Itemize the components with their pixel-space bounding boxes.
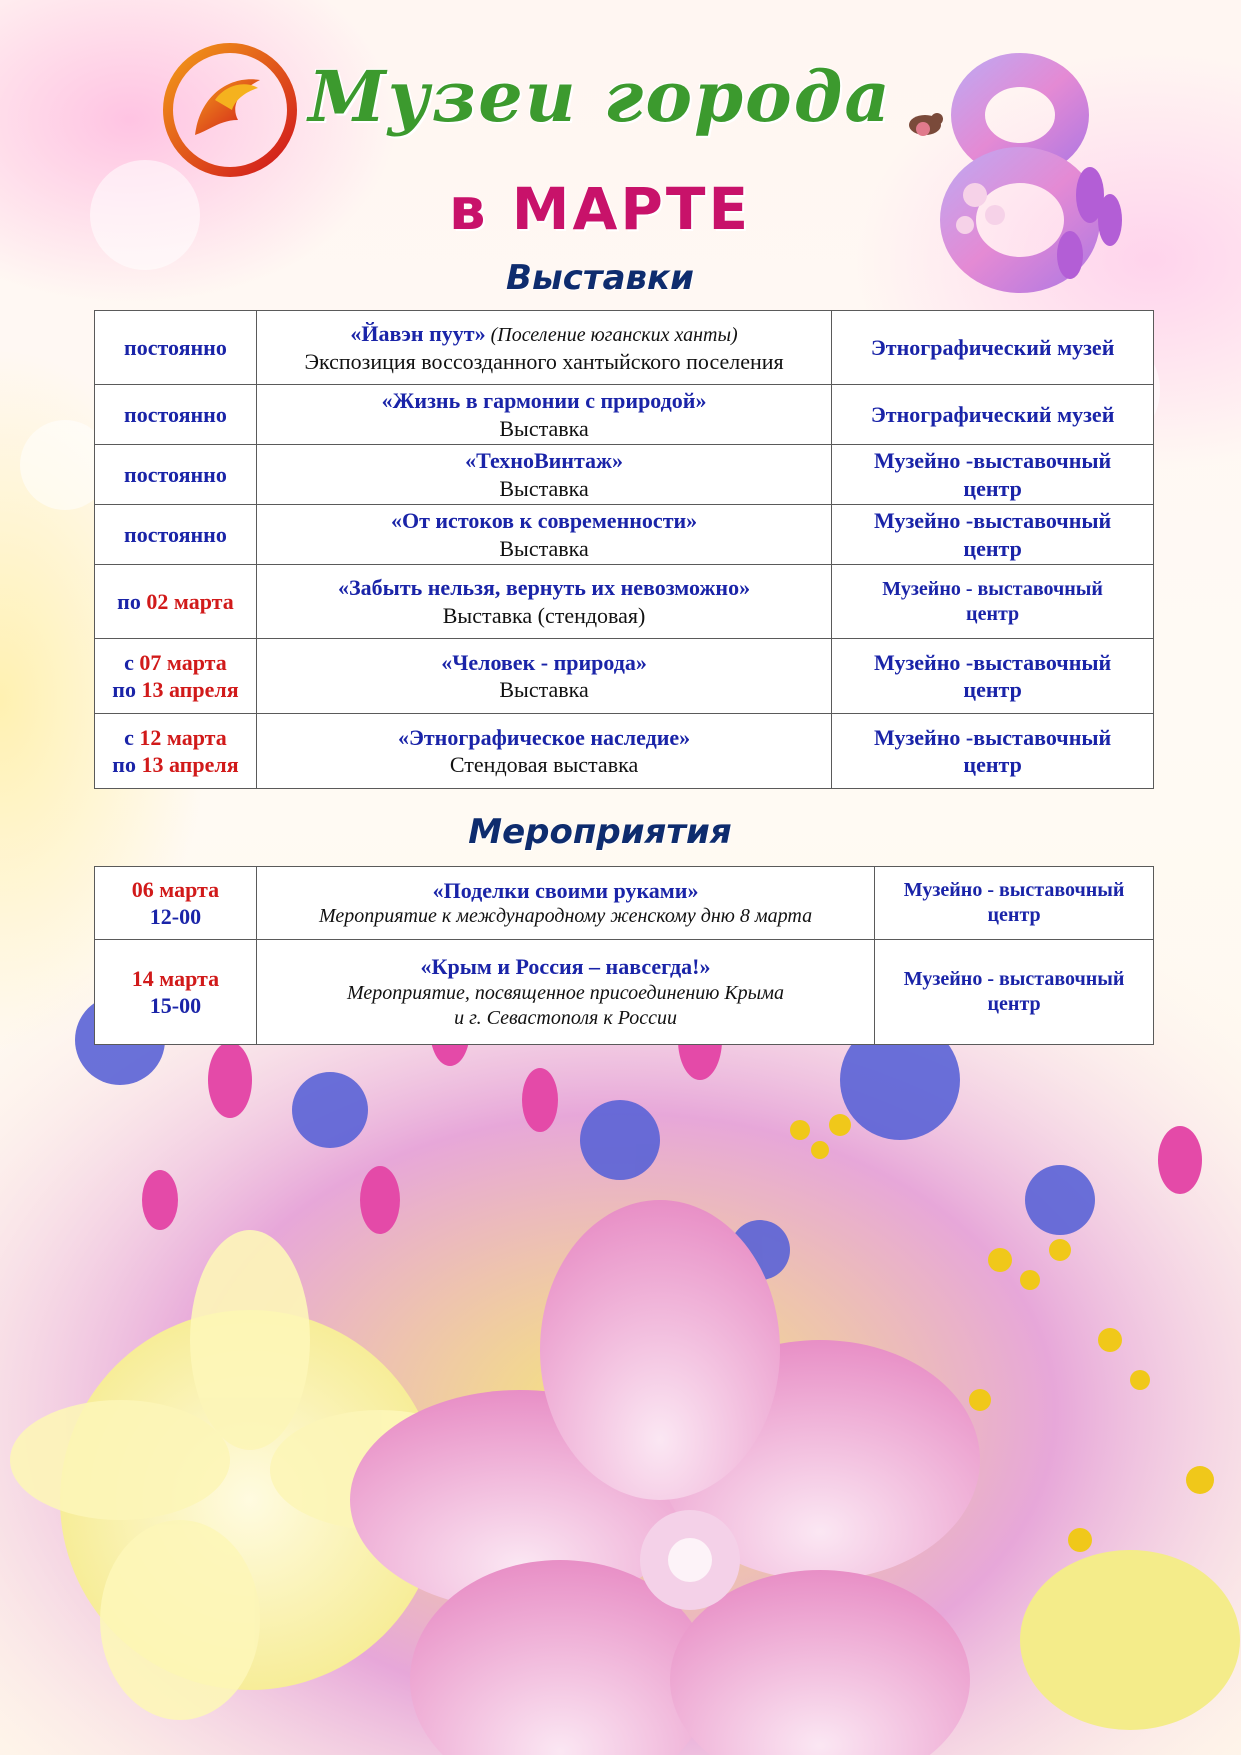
event-description: Мероприятие к международному женскому дню 8 марта <box>318 905 813 928</box>
place-cell <box>832 714 1154 789</box>
place-cell: Этнографический музей <box>832 311 1154 385</box>
place-cell <box>832 565 1154 639</box>
place-line: центр <box>963 475 1022 501</box>
date-cell: постоянно <box>95 385 257 445</box>
event-subtitle: Выставка <box>499 677 589 702</box>
place-line: Музейно -выставочный <box>873 508 1112 533</box>
date-cell: постоянно <box>95 311 257 385</box>
event-title: «ТехноВинтаж» <box>465 448 623 473</box>
title-cell <box>256 311 831 385</box>
event-date: 14 марта <box>131 965 220 991</box>
table-row <box>95 867 1154 940</box>
event-title: «Человек - природа» <box>441 649 647 675</box>
place-cell <box>832 445 1154 505</box>
place-cell <box>875 867 1154 940</box>
event-subtitle: Выставка (стендовая) <box>442 602 646 628</box>
title-cell <box>256 385 831 445</box>
place-line: центр <box>963 677 1022 702</box>
title-cell <box>256 714 831 789</box>
title-cell <box>256 639 831 714</box>
place-line: Музейно - выставочный <box>903 968 1125 990</box>
event-title: «От истоков к современности» <box>390 508 698 533</box>
table-row <box>95 940 1154 1045</box>
title-cell <box>256 867 874 940</box>
place-line: Музейно -выставочный <box>873 724 1112 750</box>
table-row <box>95 565 1154 639</box>
table-row <box>95 311 1154 385</box>
title-cell <box>256 940 874 1045</box>
date-cell <box>95 565 257 639</box>
place-cell <box>832 505 1154 565</box>
events-table <box>94 866 1154 1045</box>
date-value: 13 апреля <box>141 752 239 777</box>
place-cell <box>832 639 1154 714</box>
place-cell: Этнографический музей <box>832 385 1154 445</box>
event-subtitle: Выставка <box>499 475 589 501</box>
place-line: центр <box>963 752 1022 777</box>
date-cell: постоянно <box>95 505 257 565</box>
event-title: «Йавэн пуут» <box>350 320 486 346</box>
event-subtitle: Выставка <box>499 535 589 561</box>
place-line: центр <box>987 904 1041 926</box>
title-cell <box>256 505 831 565</box>
exhibitions-heading: Выставки <box>506 258 694 298</box>
place-line: центр <box>966 602 1020 625</box>
date-cell <box>95 714 257 789</box>
date-prefix: с <box>124 724 140 750</box>
event-description: и г. Севастополя к России <box>454 1006 677 1029</box>
date-value: 02 марта <box>146 588 234 614</box>
march-8-emblem-icon <box>895 45 1140 300</box>
date-cell <box>95 639 257 714</box>
date-cell <box>95 940 257 1045</box>
place-line: Музейно -выставочный <box>873 649 1112 675</box>
place-line: центр <box>963 535 1022 561</box>
event-title: «Жизнь в гармонии с природой» <box>381 388 707 413</box>
events-heading: Мероприятия <box>468 812 732 852</box>
table-row <box>95 445 1154 505</box>
table-row <box>95 714 1154 789</box>
event-subtitle: Экспозиция воссозданного хантыйского поселения <box>304 348 784 374</box>
event-subtitle: Стендовая выставка <box>449 752 639 777</box>
event-title: «Крым и Россия – навсегда!» <box>420 954 711 980</box>
date-value: 12 марта <box>139 724 227 750</box>
place-line: Музейно -выставочный <box>873 448 1112 473</box>
place-line: Музейно - выставочный <box>882 577 1103 600</box>
title-cell <box>256 565 831 639</box>
event-subtitle: Выставка <box>499 415 589 441</box>
table-row <box>95 505 1154 565</box>
table-row <box>95 385 1154 445</box>
place-line: Музейно - выставочный <box>903 879 1125 901</box>
event-time: 12-00 <box>149 904 202 929</box>
date-prefix: по <box>117 588 147 614</box>
event-title-note: (Поселение юганских ханты) <box>485 323 738 346</box>
page-title: Музеи города <box>308 55 892 138</box>
date-value: 13 апреля <box>141 677 239 702</box>
date-value: 07 марта <box>139 649 227 675</box>
title-cell <box>256 445 831 505</box>
event-title: «Забыть нельзя, вернуть их невозможно» <box>338 575 751 600</box>
event-title: «Этнографическое наследие» <box>397 724 691 750</box>
date-prefix: с <box>124 649 140 675</box>
exhibitions-table <box>94 310 1154 789</box>
date-prefix: по <box>112 677 142 702</box>
date-prefix: по <box>112 752 142 777</box>
table-row <box>95 639 1154 714</box>
event-time: 15-00 <box>149 993 202 1018</box>
event-date: 06 марта <box>131 876 220 902</box>
place-cell <box>875 940 1154 1045</box>
place-line: центр <box>987 993 1041 1015</box>
phoenix-logo-icon <box>160 40 300 180</box>
event-title: «Поделки своими руками» <box>432 877 699 903</box>
date-cell: постоянно <box>95 445 257 505</box>
page-subtitle: в МАРТЕ <box>448 175 752 243</box>
event-description: Мероприятие, посвященное присоединению Крыма <box>347 981 784 1004</box>
date-cell <box>95 867 257 940</box>
